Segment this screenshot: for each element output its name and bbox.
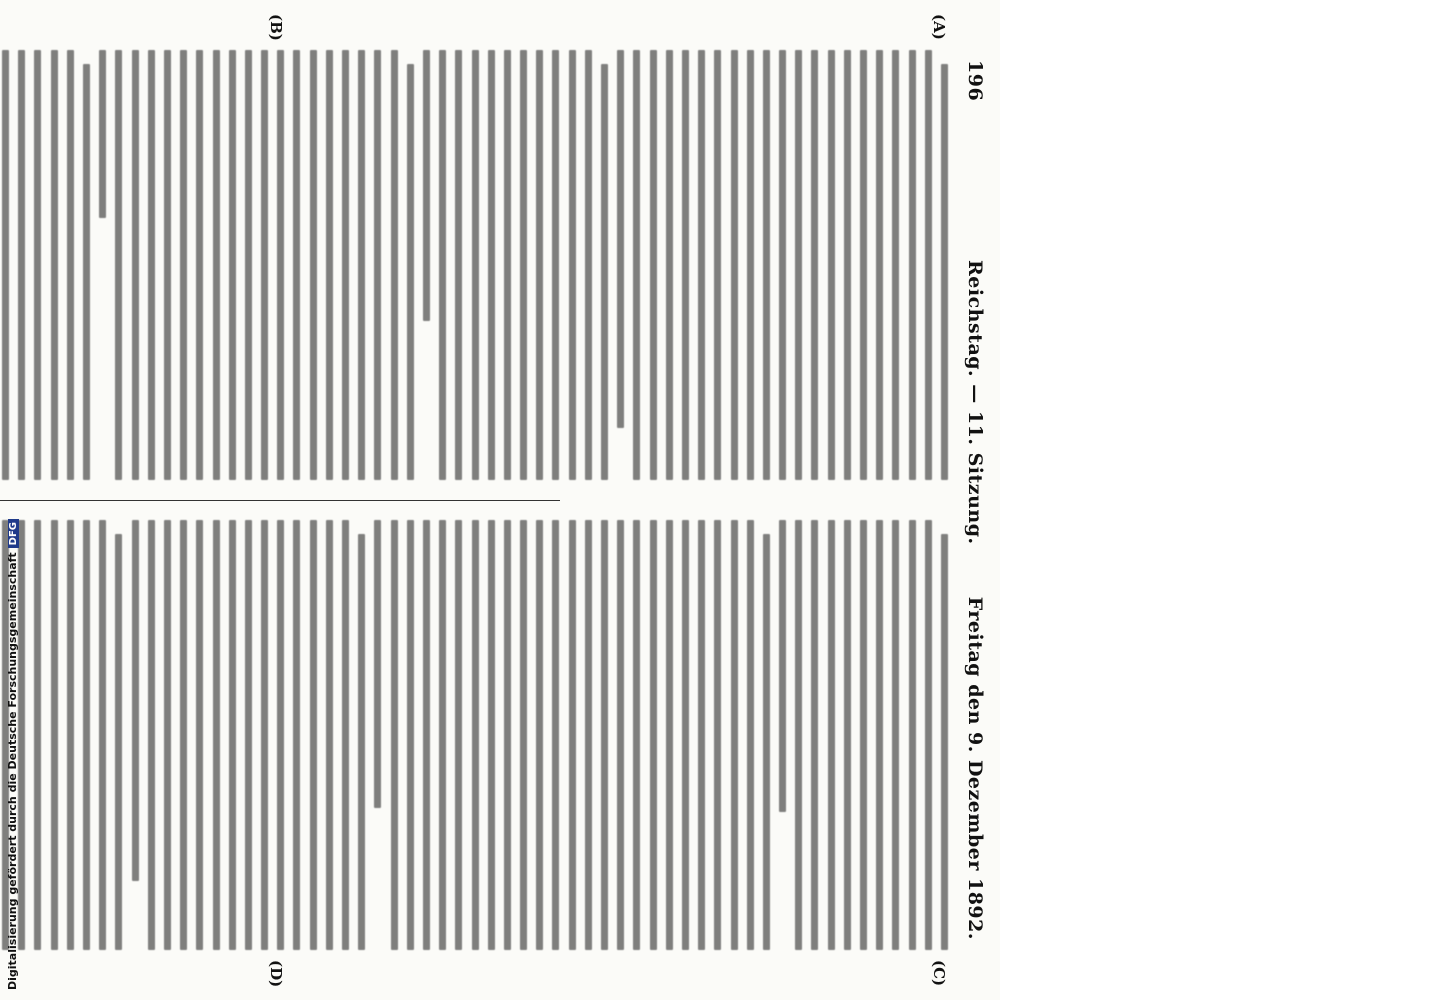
text-line: [164, 520, 171, 950]
text-line: [326, 520, 333, 950]
text-line: [51, 520, 58, 950]
text-line: [423, 50, 430, 321]
text-line: [261, 520, 268, 950]
text-line: [553, 520, 560, 950]
paragraph: [617, 50, 948, 480]
column-divider: [0, 500, 560, 501]
text-line: [812, 520, 819, 950]
text-line: [2, 50, 9, 480]
text-line: [245, 50, 252, 480]
text-line: [828, 50, 835, 480]
text-line: [731, 50, 738, 480]
text-line: [277, 520, 284, 950]
margin-marker-a: (A): [930, 14, 948, 40]
text-line: [925, 50, 932, 480]
text-line: [180, 50, 187, 480]
header-title: Reichstag. — 11. Sitzung.: [964, 260, 986, 545]
text-line: [553, 50, 560, 480]
text-line: [633, 50, 640, 480]
text-line: [666, 520, 673, 950]
text-line: [439, 520, 446, 950]
text-line: [294, 50, 301, 480]
text-line: [747, 50, 754, 480]
text-line: [763, 534, 770, 950]
text-line: [488, 520, 495, 950]
text-line: [132, 50, 139, 480]
margin-marker-b: (B): [267, 14, 285, 41]
left-column: [0, 50, 948, 480]
text-line: [342, 50, 349, 480]
text-line: [747, 520, 754, 950]
text-line: [504, 520, 511, 950]
text-line: [876, 50, 883, 480]
text-line: [731, 520, 738, 950]
text-line: [391, 520, 398, 950]
text-line: [925, 520, 932, 950]
text-line: [520, 520, 527, 950]
text-line: [196, 50, 203, 480]
text-line: [180, 520, 187, 950]
text-line: [229, 520, 236, 950]
text-line: [698, 520, 705, 950]
header-date: Freitag den 9. Dezember 1892.: [964, 596, 986, 940]
text-line: [779, 50, 786, 480]
text-line: [455, 50, 462, 480]
text-line: [601, 64, 608, 480]
paragraph: [779, 520, 948, 950]
text-line: [51, 50, 58, 480]
text-line: [455, 520, 462, 950]
text-line: [358, 534, 365, 950]
text-line: [196, 520, 203, 950]
text-line: [83, 64, 90, 480]
dfg-logo: DFG: [8, 519, 19, 548]
running-header: [956, 40, 986, 960]
text-line: [682, 50, 689, 480]
page-number: 196: [964, 60, 986, 102]
text-line: [585, 520, 592, 950]
text-line: [666, 50, 673, 480]
text-line: [812, 50, 819, 480]
text-line: [164, 50, 171, 480]
text-line: [795, 520, 802, 950]
paragraph: [423, 50, 608, 480]
text-line: [472, 520, 479, 950]
text-line: [601, 520, 608, 950]
text-line: [844, 50, 851, 480]
text-line: [18, 50, 25, 480]
text-line: [35, 520, 42, 950]
text-line: [909, 520, 916, 950]
text-line: [358, 50, 365, 480]
text-line: [860, 50, 867, 480]
text-line: [35, 50, 42, 480]
text-line: [326, 50, 333, 480]
text-line: [407, 520, 414, 950]
text-line: [892, 50, 899, 480]
text-line: [714, 520, 721, 950]
text-line: [844, 520, 851, 950]
text-line: [909, 50, 916, 480]
text-line: [245, 520, 252, 950]
text-line: [148, 520, 155, 950]
text-line: [229, 50, 236, 480]
paragraph: [132, 520, 366, 950]
digitization-credit: [6, 519, 19, 990]
text-line: [828, 520, 835, 950]
paragraph: [0, 50, 90, 480]
text-line: [99, 50, 106, 218]
text-line: [714, 50, 721, 480]
text-line: [115, 534, 122, 950]
text-line: [520, 50, 527, 480]
text-line: [892, 520, 899, 950]
text-line: [650, 520, 657, 950]
text-line: [795, 50, 802, 480]
text-line: [941, 534, 948, 950]
text-line: [213, 520, 220, 950]
text-line: [779, 520, 786, 812]
text-line: [310, 50, 317, 480]
text-line: [277, 50, 284, 480]
text-line: [261, 50, 268, 480]
text-line: [83, 520, 90, 950]
text-line: [633, 520, 640, 950]
text-line: [536, 50, 543, 480]
text-line: [99, 520, 106, 950]
text-line: [115, 50, 122, 480]
margin-marker-d: (D): [267, 960, 285, 988]
text-line: [941, 64, 948, 480]
text-line: [472, 50, 479, 480]
text-line: [650, 50, 657, 480]
text-line: [569, 50, 576, 480]
text-line: [67, 520, 74, 950]
right-column: [0, 520, 948, 950]
text-line: [18, 520, 25, 950]
text-line: [294, 520, 301, 950]
margin-marker-c: (C): [930, 960, 948, 987]
text-line: [504, 50, 511, 480]
text-line: [763, 50, 770, 480]
text-line: [374, 50, 381, 480]
text-line: [536, 520, 543, 950]
paragraph: [99, 50, 414, 480]
text-line: [698, 50, 705, 480]
text-line: [617, 50, 624, 428]
text-line: [585, 50, 592, 480]
text-line: [617, 520, 624, 950]
text-line: [439, 50, 446, 480]
text-line: [310, 520, 317, 950]
text-line: [488, 50, 495, 480]
paragraph: [374, 520, 770, 950]
text-line: [132, 520, 139, 881]
text-line: [876, 520, 883, 950]
text-line: [374, 520, 381, 808]
text-line: [148, 50, 155, 480]
text-line: [407, 64, 414, 480]
text-line: [391, 50, 398, 480]
credit-text: Digitalisierung gefördert durch die Deutsche Forschungsgemeinschaft: [6, 552, 19, 990]
text-line: [342, 520, 349, 950]
text-line: [569, 520, 576, 950]
text-line: [860, 520, 867, 950]
text-line: [213, 50, 220, 480]
text-line: [682, 520, 689, 950]
text-line: [67, 50, 74, 480]
text-line: [423, 520, 430, 950]
